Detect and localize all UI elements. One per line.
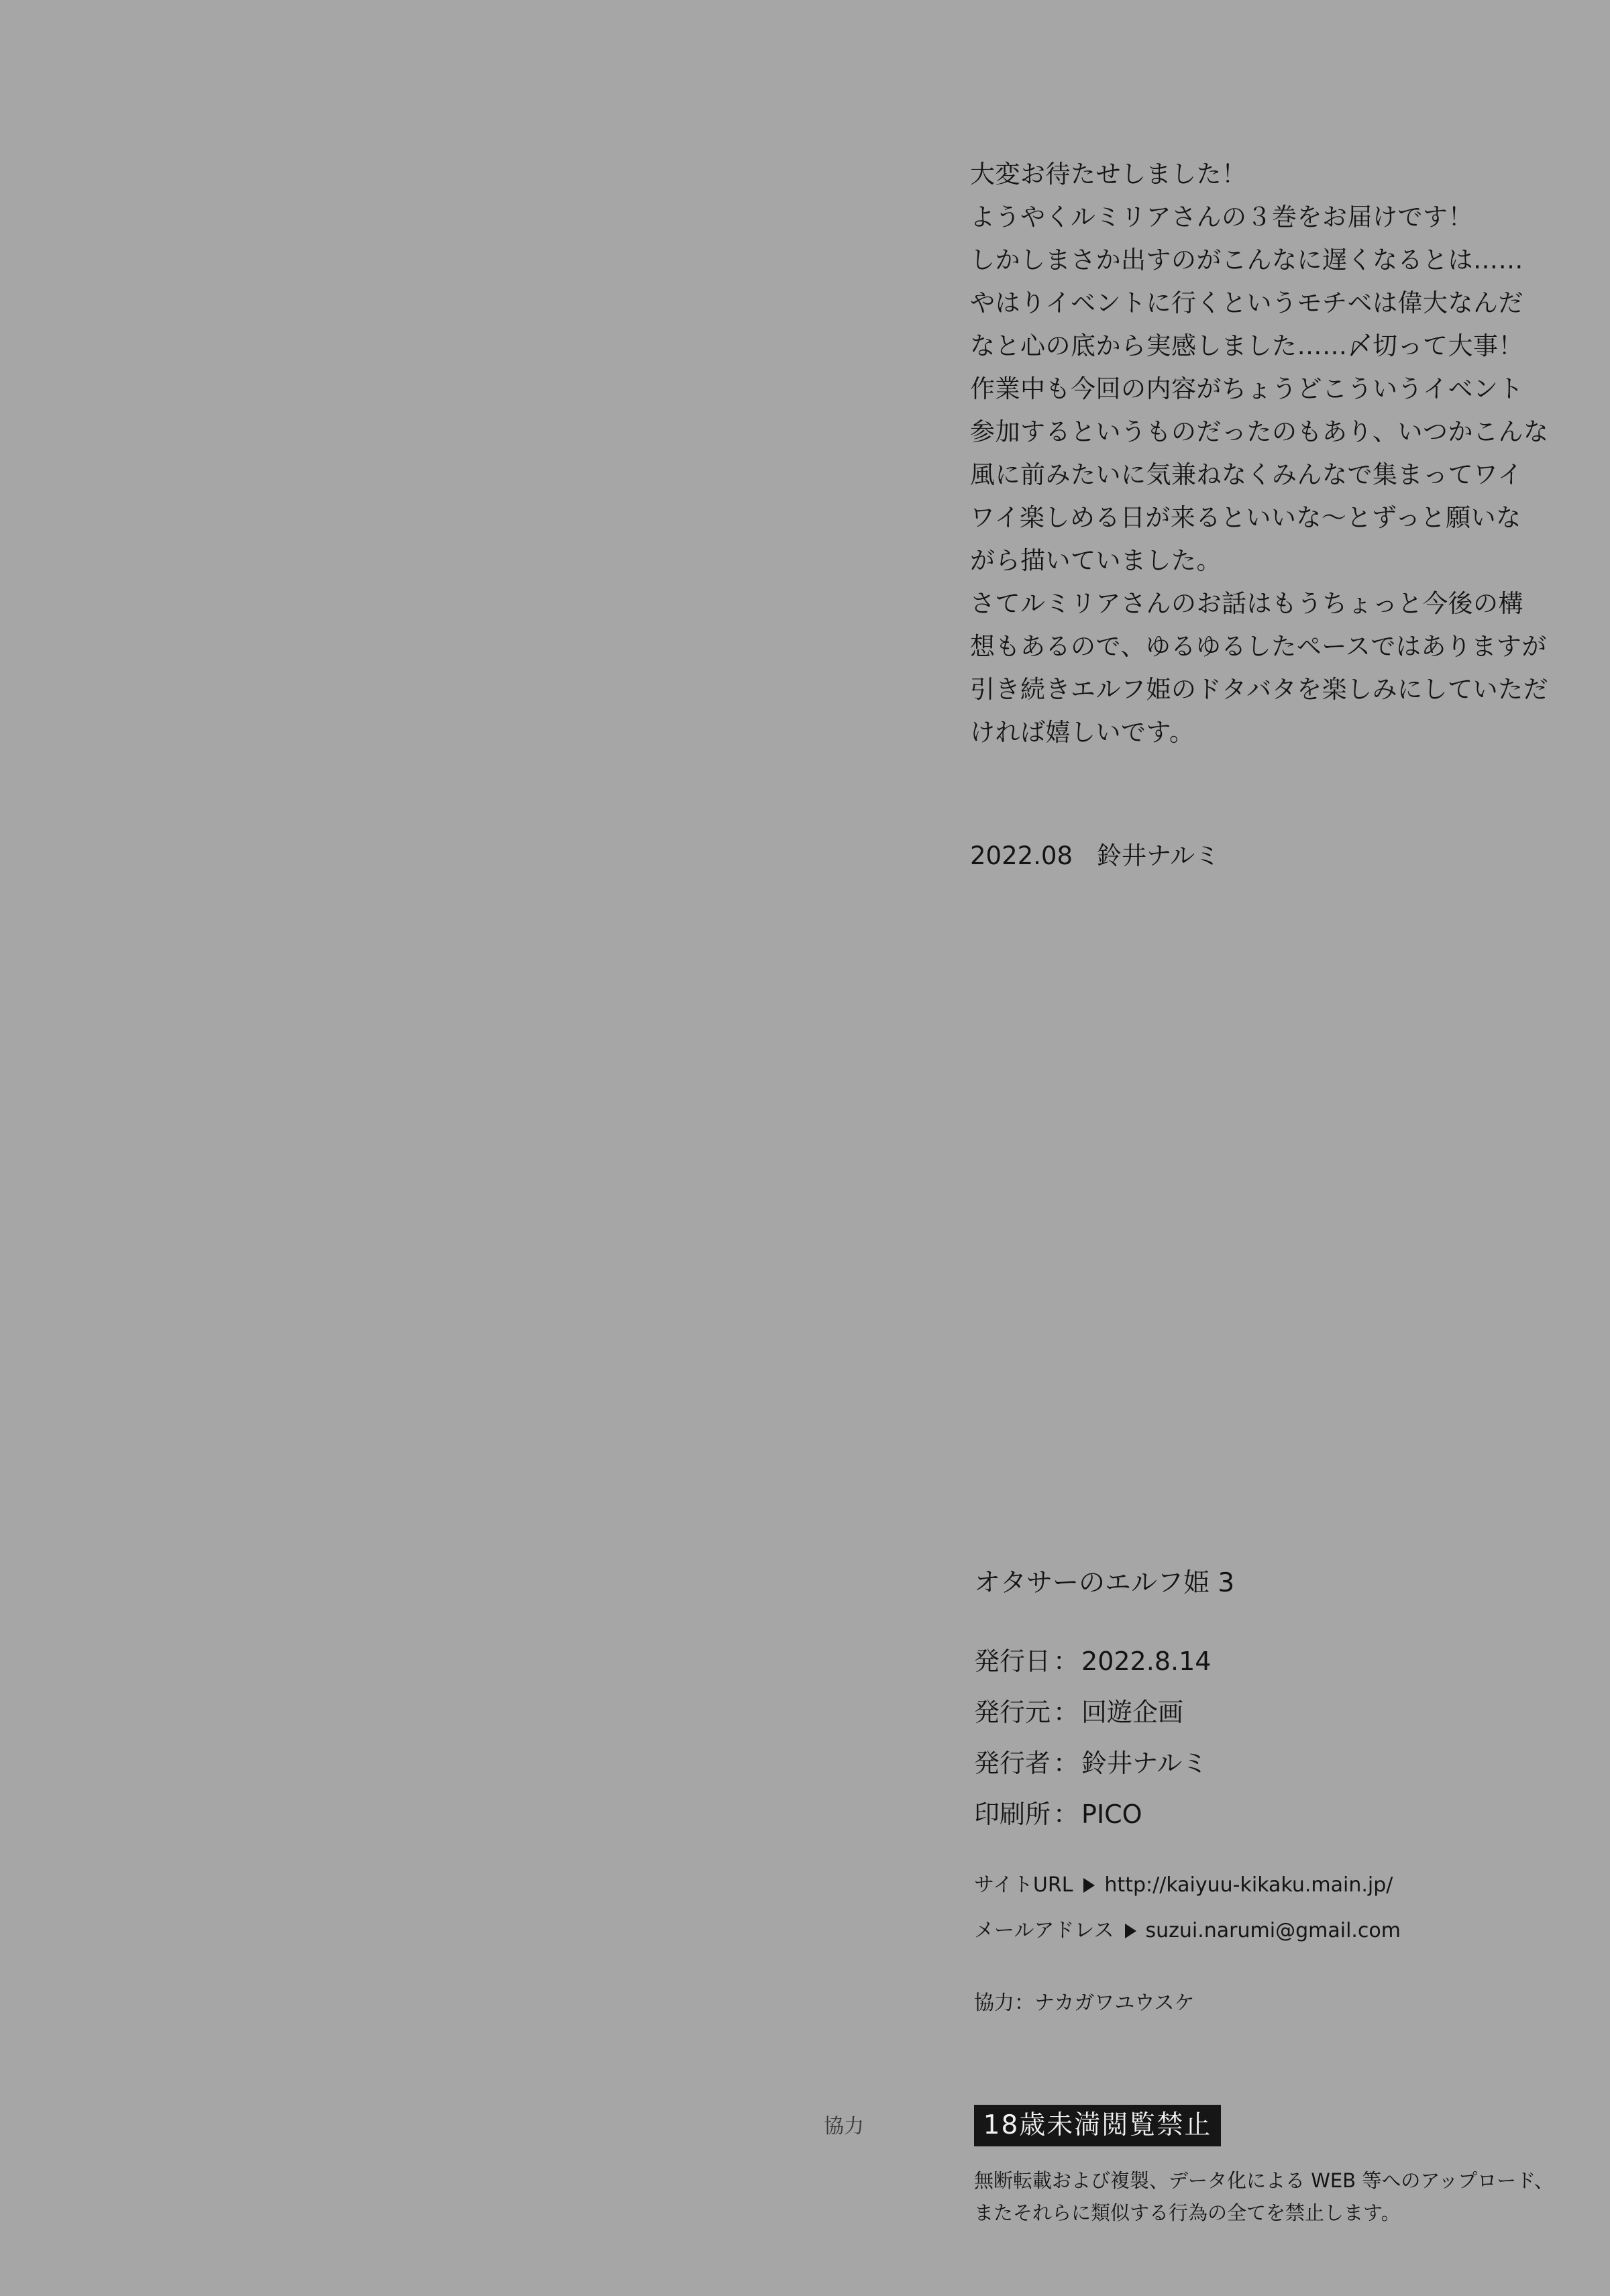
- afterword-signature: [970, 835, 1220, 878]
- separator: ：: [1053, 1749, 1079, 1778]
- notice-line: またそれらに類似する行為の全てを禁止します。: [974, 2201, 1401, 2224]
- separator: ：: [1053, 1647, 1079, 1676]
- mail-label: メールアドレス: [974, 1919, 1114, 1942]
- colophon: [974, 1563, 1578, 2024]
- publish-date-row: [974, 1636, 1578, 1687]
- afterword-line: しかしまさか出すのがこんなに遅くなるとは……: [970, 246, 1523, 274]
- afterword-line: がら描いていました。: [970, 546, 1222, 575]
- afterword-line: ようやくルミリアさんの３巻をお届けです！: [970, 203, 1473, 231]
- issuer-label: 発行者: [974, 1749, 1051, 1778]
- cooperation-credit: 協力：ナカガワユウスケ: [974, 1991, 1195, 2015]
- afterword-line: 作業中も今回の内容がちょうどこういうイベント: [970, 374, 1523, 403]
- publisher-row: [974, 1687, 1578, 1738]
- triangle-right-icon: [1125, 1924, 1136, 1938]
- afterword-line: ければ嬉しいです。: [970, 718, 1195, 747]
- afterword-line: ワイ楽しめる日が来るといいな～とずっと願いな: [970, 503, 1521, 532]
- separator: ：: [1053, 1799, 1079, 1829]
- site-url-label: サイトURL: [974, 1873, 1073, 1897]
- book-title: オタサーのエルフ姫 3: [974, 1568, 1235, 1598]
- issuer-value: 鈴井ナルミ: [1081, 1749, 1208, 1778]
- afterword-line: 想もあるので、ゆるゆるしたペースではありますが: [970, 632, 1547, 661]
- afterword-line: やはりイベントに行くというモチベは偉大なんだ: [970, 289, 1523, 317]
- mail-row: [974, 1908, 1578, 1954]
- afterword-date: 2022.08: [970, 841, 1073, 870]
- printer-row: [974, 1789, 1578, 1840]
- afterword-line: 引き続きエルフ姫のドタバタを楽しみにしていただ: [970, 675, 1549, 704]
- afterword-line: さてルミリアさんのお話はもうちょっと今後の構: [970, 589, 1523, 618]
- publish-date-value: 2022.8.14: [1081, 1647, 1212, 1676]
- afterword-line: なと心の底から実感しました……〆切って大事！: [970, 331, 1523, 360]
- site-url-link[interactable]: http://kaiyuu-kikaku.main.jp/: [1104, 1873, 1393, 1897]
- publisher-label: 発行元: [974, 1698, 1051, 1727]
- mail-address-link[interactable]: suzui.narumi@gmail.com: [1145, 1919, 1401, 1942]
- issuer-row: [974, 1738, 1578, 1789]
- site-url-row: [974, 1863, 1578, 1908]
- printer-value: PICO: [1081, 1799, 1142, 1829]
- faint-cooperation-mark: 協力: [824, 2115, 864, 2138]
- afterword-line: 参加するというものだったのもあり、いつかこんな: [970, 417, 1549, 446]
- afterword: [970, 153, 1574, 754]
- afterword-line: 風に前みたいに気兼ねなくみんなで集まってワイ: [970, 460, 1523, 489]
- triangle-right-icon: [1083, 1878, 1095, 1893]
- age-restriction-badge: 18歳未満閲覧禁止: [974, 2105, 1221, 2146]
- publish-date-label: 発行日: [974, 1647, 1051, 1676]
- notice-line: 無断転載および複製、データ化による WEB 等へのアップロード、: [974, 2169, 1554, 2192]
- afterword-author: 鈴井ナルミ: [1097, 841, 1220, 870]
- separator: ：: [1053, 1698, 1079, 1727]
- contact-links: [974, 1863, 1578, 1954]
- publisher-value: 回遊企画: [1081, 1698, 1184, 1727]
- afterword-line: 大変お待たせしました！: [970, 160, 1247, 189]
- printer-label: 印刷所: [974, 1799, 1051, 1829]
- copyright-notice: [974, 2164, 1578, 2229]
